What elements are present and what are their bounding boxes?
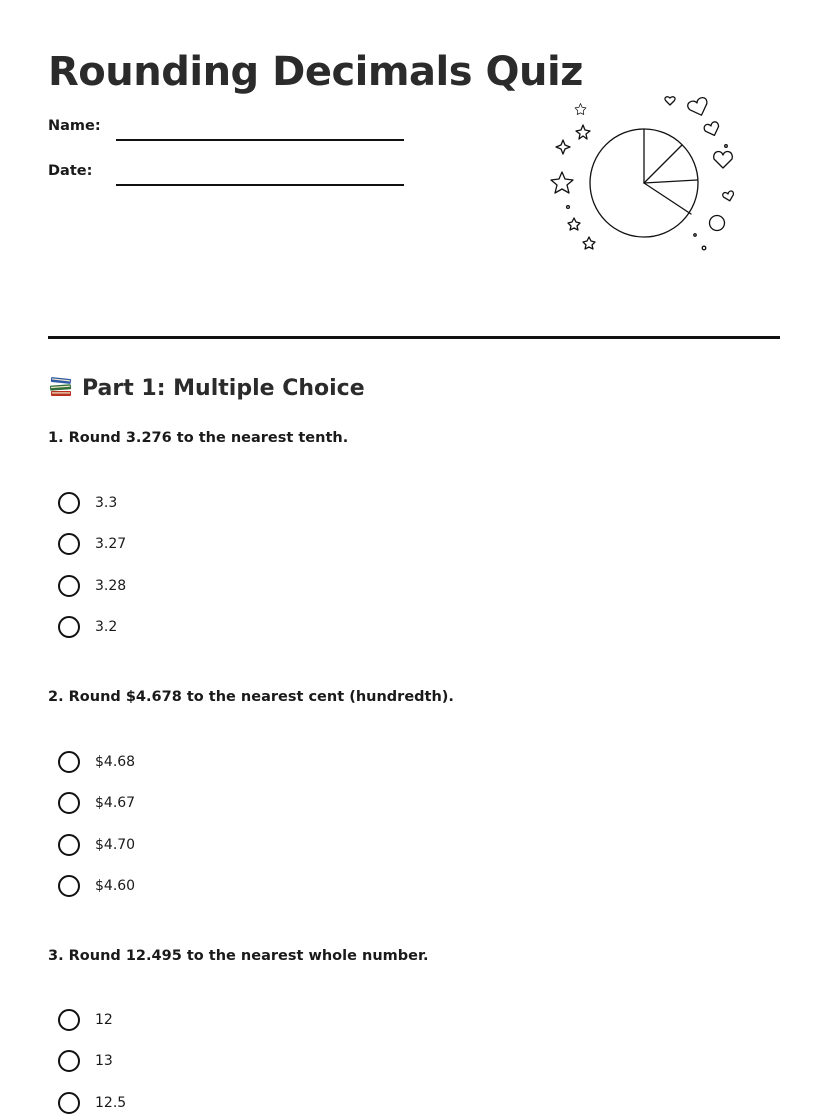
question-text: 3. Round 12.495 to the nearest whole number. xyxy=(48,948,429,964)
question-text: 1. Round 3.276 to the nearest tenth. xyxy=(48,430,349,446)
radio-button[interactable] xyxy=(58,1009,80,1031)
option-label: 3.28 xyxy=(95,578,127,594)
section-title xyxy=(48,374,365,404)
option-label: $4.60 xyxy=(95,878,136,894)
option-label: 3.3 xyxy=(95,495,118,511)
option-label: 3.27 xyxy=(95,536,127,552)
radio-button[interactable] xyxy=(58,875,80,897)
radio-button[interactable] xyxy=(58,492,80,514)
date-input-line[interactable] xyxy=(116,184,404,186)
pie-chart-icon xyxy=(590,129,698,237)
radio-button[interactable] xyxy=(58,575,80,597)
quiz-title: Rounding Decimals Quiz xyxy=(48,49,583,95)
date-label: Date: xyxy=(48,163,93,179)
radio-button[interactable] xyxy=(58,834,80,856)
option-label: $4.68 xyxy=(95,754,136,770)
name-input-line[interactable] xyxy=(116,139,404,141)
sparkle-icon xyxy=(551,104,727,250)
radio-button[interactable] xyxy=(58,616,80,638)
radio-button[interactable] xyxy=(58,533,80,555)
books-icon xyxy=(48,374,74,398)
option-label: 12 xyxy=(95,1012,113,1028)
radio-button[interactable] xyxy=(58,751,80,773)
option-label: $4.70 xyxy=(95,837,136,853)
radio-button[interactable] xyxy=(58,792,80,814)
radio-button[interactable] xyxy=(58,1092,80,1114)
option-label: $4.67 xyxy=(95,795,136,811)
option-label: 3.2 xyxy=(95,619,118,635)
section-divider xyxy=(48,336,780,339)
ring-icon xyxy=(710,216,725,231)
pie-chart-doodle-illustration xyxy=(540,90,740,260)
name-label: Name: xyxy=(48,118,101,134)
heart-icon xyxy=(665,96,735,202)
option-label: 13 xyxy=(95,1053,113,1069)
section-title-text: Part 1: Multiple Choice xyxy=(82,376,365,401)
question-text: 2. Round $4.678 to the nearest cent (hundredth). xyxy=(48,689,454,705)
radio-button[interactable] xyxy=(58,1050,80,1072)
option-label: 12.5 xyxy=(95,1095,127,1111)
